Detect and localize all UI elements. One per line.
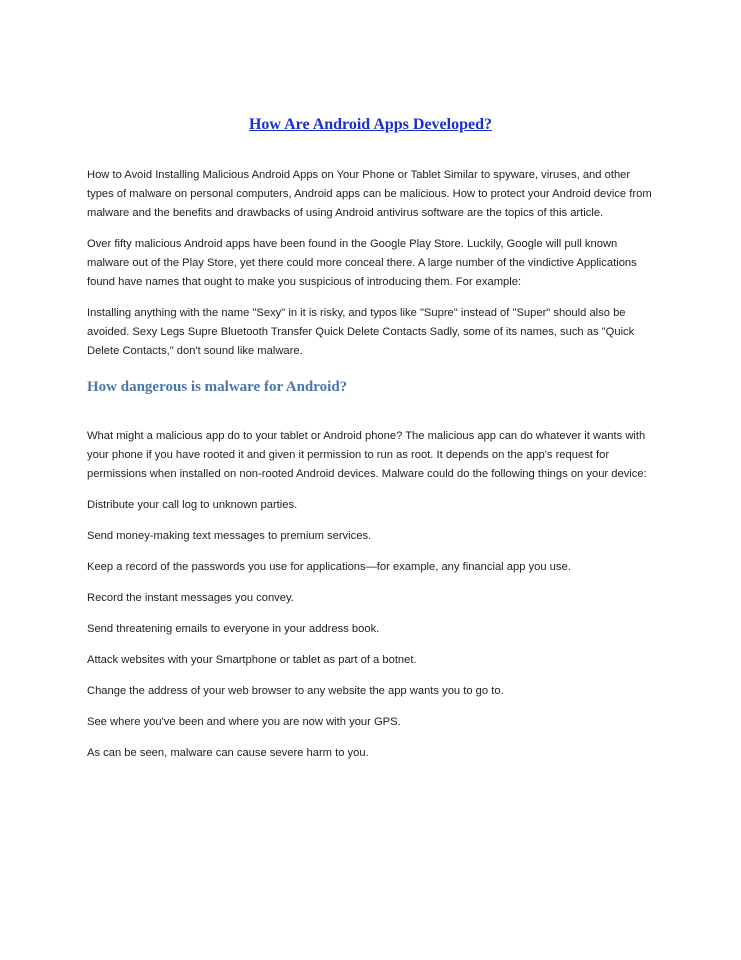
list-item: Keep a record of the passwords you use for applications—for example, any financial app you use. [87, 561, 571, 573]
intro-paragraph-3: Installing anything with the name "Sexy" in it is risky, and typos like "Supre" instead of "Super" should also be avoided. Sexy Legs Supre Bluetooth Transfer Quick Delete Contacts Sadly, some of its names, such as "Quick Delete Contacts," don't sound like malware. [87, 307, 635, 357]
list-item: See where you've been and where you are now with your GPS. [87, 716, 401, 728]
page-title[interactable]: How Are Android Apps Developed? [248, 116, 492, 133]
intro-paragraph-2: Over fifty malicious Android apps have been found in the Google Play Store. Luckily, Google will pull known malware out of the Play Store, yet there could more conceal there. A large number of the vindictive Applications found have names that ought to make you suspicious of introducing them. For example: [87, 238, 637, 288]
section-intro-paragraph: What might a malicious app do to your tablet or Android phone? The malicious app can do whatever it wants with your phone if you have rooted it and given it permission to run as root. It depends on the app's request for permissions when installed on non-rooted Android devices. Malware could do the following things on your device: [87, 430, 647, 480]
list-item: Distribute your call log to unknown parties. [87, 499, 298, 511]
section-heading: How dangerous is malware for Android? [87, 379, 348, 395]
closing-paragraph: As can be seen, malware can cause severe harm to you. [87, 747, 369, 759]
list-item: Send money-making text messages to premium services. [87, 530, 372, 542]
intro-paragraph-1: How to Avoid Installing Malicious Android Apps on Your Phone or Tablet Similar to spyware, viruses, and other types of malware on personal computers, Android apps can be malicious. How to protect your Android device from malware and the benefits and drawbacks of using Android antivirus software are the topics of this article. [87, 169, 652, 219]
list-item: Attack websites with your Smartphone or tablet as part of a botnet. [87, 654, 417, 666]
list-item: Send threatening emails to everyone in your address book. [87, 623, 380, 635]
list-item: Change the address of your web browser to any website the app wants you to go to. [87, 685, 504, 697]
document-body [87, 166, 657, 775]
list-item: Record the instant messages you convey. [87, 592, 294, 604]
